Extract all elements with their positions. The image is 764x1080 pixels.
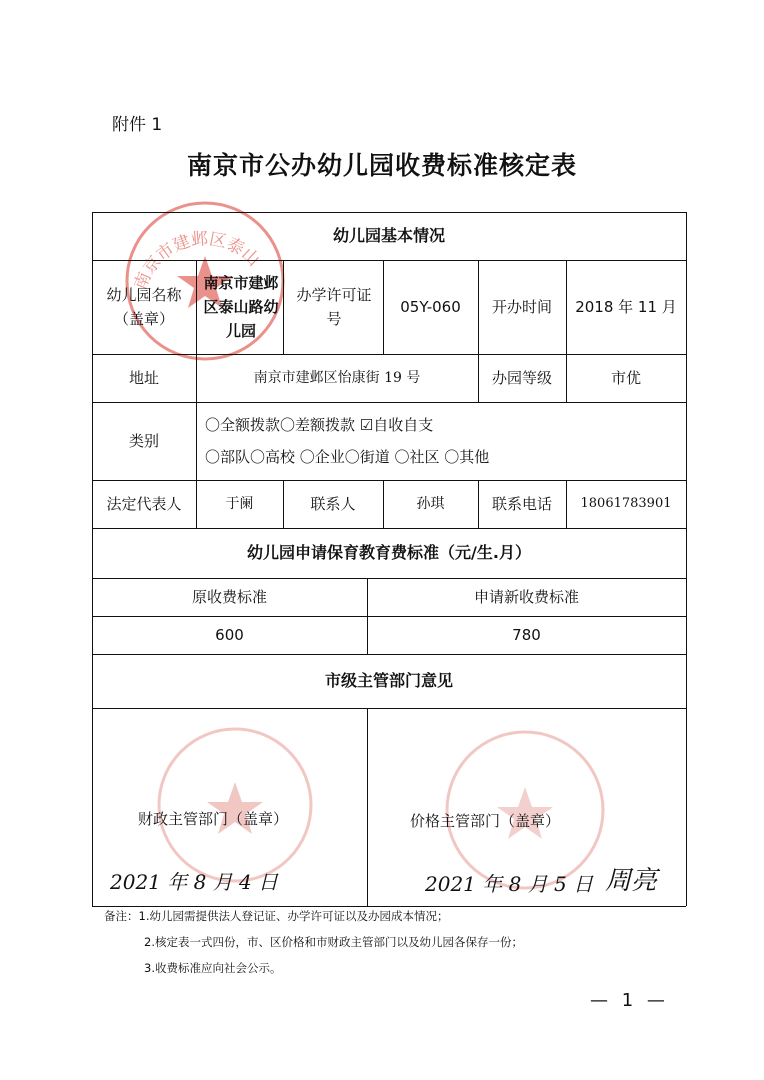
category-label: 类别	[128, 432, 159, 450]
table-line	[92, 708, 686, 709]
note-1: 备注：1.幼儿园需提供法人登记证、办学许可证以及办园成本情况；	[104, 909, 449, 923]
category-options-1: 〇全额拨款〇差额拨款 ☑自收自支	[205, 416, 434, 434]
table-line	[686, 212, 687, 906]
finance-date: 2021 年 8 月 4 日	[110, 870, 279, 894]
contact-label: 联系人	[310, 495, 356, 513]
license-label: 办学许可证号	[296, 286, 372, 328]
table-line	[92, 906, 686, 907]
new-fee-label: 申请新收费标准	[473, 588, 579, 606]
seal-text: 南京市建邺区泰山	[130, 229, 264, 293]
finance-seal	[150, 720, 320, 890]
note-2: 2.核定表一式四份，市、区价格和市财政主管部门以及幼儿园各保存一份；	[144, 935, 523, 949]
phone-value: 18061783901	[580, 495, 672, 511]
attachment-label: 附件 1	[112, 115, 163, 135]
name-label: 幼儿园名称（盖章）	[106, 286, 182, 328]
grade-value: 市优	[610, 369, 641, 387]
orig-fee-value: 600	[215, 626, 244, 644]
address-label: 地址	[128, 369, 159, 387]
name-value: 南京市建邺区泰山路幼儿园	[203, 274, 279, 340]
page-number: — 1 —	[590, 990, 669, 1011]
open-value: 2018 年 11 月	[575, 298, 677, 316]
finance-dept-label: 财政主管部门（盖章）	[138, 810, 289, 828]
opinion-title: 市级主管部门意见	[324, 671, 453, 691]
contact-value: 孙琪	[416, 495, 445, 512]
document-title: 南京市公办幼儿园收费标准核定表	[186, 151, 577, 180]
price-date: 2021 年 8 月 5 日	[425, 872, 594, 896]
orig-fee-label: 原收费标准	[191, 588, 267, 606]
legal-rep-value: 于阑	[225, 495, 254, 512]
license-value: 05Y-060	[400, 298, 461, 316]
fee-title: 幼儿园申请保育教育费标准（元/生.月）	[247, 543, 531, 563]
address-value: 南京市建邺区怡康街 19 号	[253, 369, 421, 386]
grade-label: 办园等级	[491, 369, 552, 387]
signature: 周亮	[605, 866, 658, 896]
open-label: 开办时间	[491, 298, 552, 316]
legal-rep-label: 法定代表人	[106, 495, 182, 513]
new-fee-value: 780	[512, 626, 541, 644]
table-line	[367, 708, 368, 906]
basic-info-title: 幼儿园基本情况	[332, 226, 445, 246]
price-dept-label: 价格主管部门（盖章）	[410, 812, 561, 830]
phone-label: 联系电话	[491, 495, 552, 513]
category-options-2: 〇部队〇高校 〇企业〇街道 〇社区 〇其他	[205, 448, 490, 466]
table-line	[283, 260, 284, 354]
note-3: 3.收费标准应向社会公示。	[144, 961, 282, 975]
